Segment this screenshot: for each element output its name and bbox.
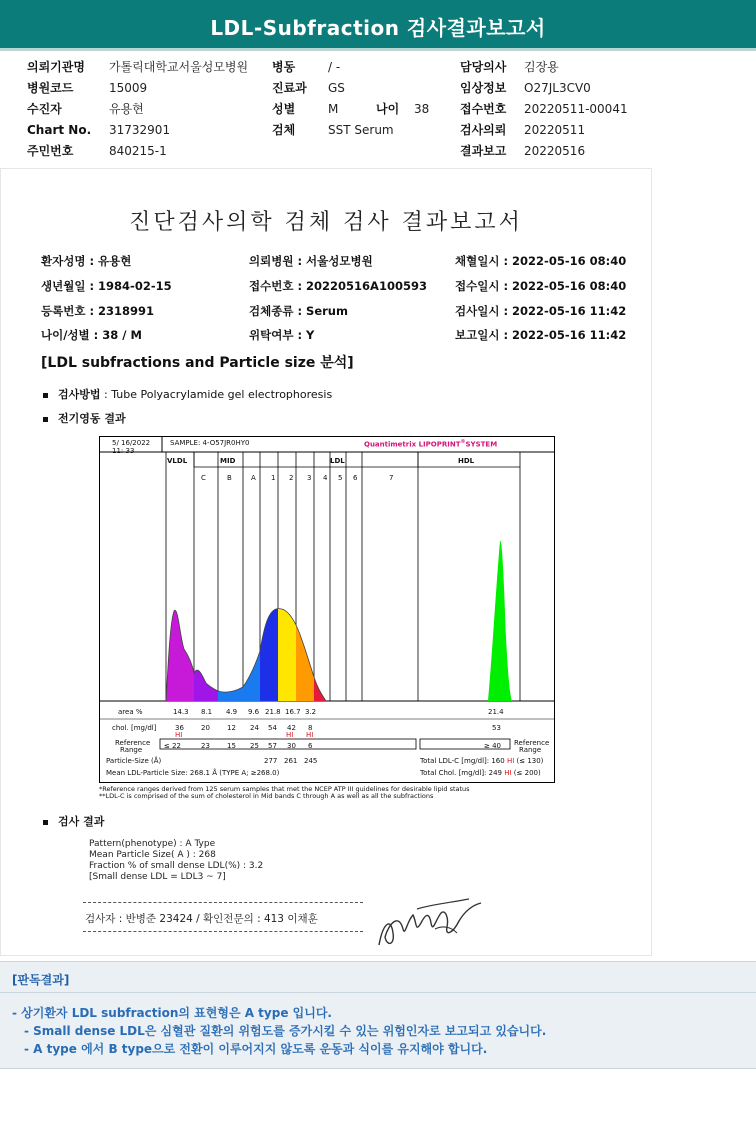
footnote-1: *Reference ranges derived from 125 serum samples that met the NCEP ATP III guidelines for desirable lipid status xyxy=(99,785,470,793)
header-row xyxy=(460,57,660,78)
result-text: [Small dense LDL = LDL3 ~ 7] xyxy=(89,872,226,882)
signature-divider xyxy=(83,902,363,903)
header-value: 15009 xyxy=(109,81,148,95)
area-value: 4.9 xyxy=(226,708,238,716)
header-row xyxy=(27,99,267,120)
header-col1 xyxy=(27,57,267,162)
result-text: Mean Particle Size( A ) : 268 xyxy=(89,850,216,860)
method-label: 검사방법 xyxy=(58,388,101,401)
ref-value: 23 xyxy=(201,742,210,750)
header-label: 진료과 xyxy=(272,81,307,95)
band-label-5: 5 xyxy=(338,474,343,482)
header-label: 검사의뢰 xyxy=(460,123,507,137)
header-row xyxy=(460,78,660,99)
header-value: / - xyxy=(328,60,341,74)
header-value: 840215-1 xyxy=(109,144,167,158)
header-label: 성별 xyxy=(272,102,296,116)
header-row xyxy=(27,57,267,78)
area-value: 21.8 xyxy=(265,708,281,716)
header-value: 김장용 xyxy=(524,60,559,74)
band-label-4: 4 xyxy=(323,474,328,482)
header-row xyxy=(272,120,462,141)
band-label-2: 2 xyxy=(289,474,294,482)
report-field: 의뢰병원 : 서울성모병원 xyxy=(249,254,373,268)
header-row xyxy=(272,57,462,78)
area-value: 9.6 xyxy=(248,708,260,716)
header-row xyxy=(27,78,267,99)
report-field: 검사일시 : 2022-05-16 11:42 xyxy=(455,304,627,318)
region-label-ldl: LDL xyxy=(330,457,345,465)
report-field: 생년월일 : 1984-02-15 xyxy=(41,279,172,293)
judgement-line: - Small dense LDL은 심혈관 질환의 위험도를 증가시킬 수 있는 위험인자로 보고되고 있습니다. xyxy=(24,1024,547,1038)
area-value: 16.7 xyxy=(285,708,301,716)
header-row xyxy=(27,120,267,141)
total-chol-limit: (≤ 200) xyxy=(513,769,541,777)
ldl3-peak xyxy=(296,625,314,701)
header-row xyxy=(460,120,660,141)
ref-hdl-value: ≥ 40 xyxy=(484,742,501,750)
area-value: 14.3 xyxy=(173,708,189,716)
footnote-2: **LDL-C is comprised of the sum of cholesterol in Mid bands C through A as well as all the subfractions xyxy=(99,792,434,800)
report-field: 접수번호 : 20220516A100593 xyxy=(249,279,427,293)
region-label-hdl: HDL xyxy=(458,457,475,465)
vldl-peak xyxy=(166,610,194,701)
header-label: 수진자 xyxy=(27,102,62,116)
section-title: [LDL subfractions and Particle size 분석] xyxy=(41,355,354,371)
mid-c-peak xyxy=(194,670,218,701)
band-label-1: 1 xyxy=(271,474,276,482)
hdl-peak xyxy=(488,541,512,701)
chol-value: 54 xyxy=(268,724,277,732)
system-name: Quantimetrix LIPOPRINT xyxy=(364,440,461,449)
chol-value: 42 xyxy=(287,724,296,732)
region-label-vldl: VLDL xyxy=(167,457,188,465)
chol-value: 20 xyxy=(201,724,210,732)
judgement-line: - A type 에서 B type으로 전환이 이루어지지 않도록 운동과 식이를 유지해야 합니다. xyxy=(24,1042,488,1056)
chol-row-label: chol. [mg/dl] xyxy=(112,724,157,732)
particle-value: 245 xyxy=(304,757,318,765)
result-text: Pattern(phenotype) : A Type xyxy=(89,839,216,849)
chart-date: 5/ 16/2022 xyxy=(112,439,151,447)
report-field: 위탁여부 : Y xyxy=(249,328,315,342)
ldl4-peak xyxy=(314,677,326,701)
result-line xyxy=(43,813,104,829)
band-label-b: B xyxy=(227,474,232,482)
area-value: 8.1 xyxy=(201,708,213,716)
chol-value: 24 xyxy=(250,724,259,732)
hi-flag: HI xyxy=(506,757,515,765)
hi-flag: HI xyxy=(504,769,512,777)
ref-row-label: Reference xyxy=(115,739,151,747)
ref-row-label-2: Range xyxy=(120,746,143,754)
chol-value: 12 xyxy=(227,724,236,732)
ref-value: 57 xyxy=(268,742,277,750)
chart-sample: SAMPLE: 4-O57JR0HY0 xyxy=(170,439,250,447)
hi-flag: HI xyxy=(175,731,183,739)
total-ldl-limit: (≤ 130) xyxy=(516,757,544,765)
particle-label: Particle-Size (Å) xyxy=(106,757,162,765)
band-label-7: 7 xyxy=(389,474,394,482)
header-value: 가톨릭대학교서울성모병원 xyxy=(109,60,249,74)
page-title: LDL-Subfraction 검사결과보고서 xyxy=(210,16,546,40)
report-field: 보고일시 : 2022-05-16 11:42 xyxy=(455,328,627,342)
chol-value: 36 xyxy=(175,724,184,732)
total-ldl xyxy=(420,757,543,765)
hi-flag: HI xyxy=(286,731,294,739)
electro-label: 전기영동 결과 xyxy=(58,412,126,425)
header-row xyxy=(272,78,462,99)
bullet-icon xyxy=(43,820,48,825)
header-row xyxy=(460,141,660,162)
particle-value: 261 xyxy=(284,757,298,765)
header-row xyxy=(460,99,660,120)
area-row-label: area % xyxy=(118,708,143,716)
result-text: Fraction % of small dense LDL(%) : 3.2 xyxy=(89,861,264,871)
electrophoresis-chart xyxy=(99,436,555,783)
particle-value: 277 xyxy=(264,757,278,765)
report-document xyxy=(0,168,652,956)
age-value: 38 xyxy=(414,102,430,116)
header-label: 병원코드 xyxy=(27,81,74,95)
header-label: 의뢰기관명 xyxy=(27,60,85,74)
region-label-mid: MID xyxy=(220,457,236,465)
bullet-icon xyxy=(43,417,48,422)
header-label: 주민번호 xyxy=(27,144,74,158)
ref-value: ≤ 22 xyxy=(164,742,181,750)
header-col3 xyxy=(460,57,660,162)
header-label: Chart No. xyxy=(27,123,92,137)
judgement-heading: [판독결과] xyxy=(12,973,70,987)
header-value: GS xyxy=(328,81,345,95)
header-row xyxy=(272,99,462,120)
method-line xyxy=(43,386,332,402)
chart-time: 11: 33 xyxy=(112,447,135,455)
ldl1-peak xyxy=(260,609,278,701)
header-col2 xyxy=(272,57,462,141)
header-value: 20220511 xyxy=(524,123,586,137)
judgement-line: - 상기환자 LDL subfraction의 표현형은 A type 입니다. xyxy=(12,1006,332,1020)
chol-value: 8 xyxy=(308,724,313,732)
header-value: 20220511-00041 xyxy=(524,102,628,116)
report-field: 채혈일시 : 2022-05-16 08:40 xyxy=(455,254,627,268)
judgement-panel xyxy=(0,961,756,1069)
ldl2-peak xyxy=(278,609,296,701)
report-field: 환자성명 : 유용현 xyxy=(41,254,132,268)
ref-row-label-right: Reference xyxy=(514,739,550,747)
chol-value: 53 xyxy=(492,724,501,732)
ref-value: 25 xyxy=(250,742,259,750)
header-label: 병동 xyxy=(272,60,296,74)
report-title: 진단검사의학 검체 검사 결과보고서 xyxy=(129,210,523,235)
signature-divider xyxy=(83,931,363,932)
header-value: 31732901 xyxy=(109,123,171,137)
band-label-c: C xyxy=(201,474,206,482)
header-value: O27JL3CV0 xyxy=(524,81,591,95)
chart-svg xyxy=(100,437,554,782)
header-label: 임상정보 xyxy=(460,81,507,95)
bullet-icon xyxy=(43,393,48,398)
chart-system xyxy=(364,439,497,448)
header-label: 접수번호 xyxy=(460,102,507,116)
header-value: M xyxy=(328,102,339,116)
report-field: 검체종류 : Serum xyxy=(249,304,348,318)
ref-value: 6 xyxy=(308,742,313,750)
handwritten-signature xyxy=(373,893,485,951)
mean-particle-size: Mean LDL-Particle Size: 268.1 Å (TYPE A; ≥268.0) xyxy=(106,769,280,777)
ref-row-label-right-2: Range xyxy=(519,746,542,754)
header-row xyxy=(27,141,267,162)
band-label-3: 3 xyxy=(307,474,312,482)
method-value: : Tube Polyacrylamide gel electrophoresis xyxy=(100,388,333,401)
title-bar xyxy=(0,0,756,51)
system-suffix: SYSTEM xyxy=(465,440,498,449)
area-value: 21.4 xyxy=(488,708,504,716)
system-mark: ® xyxy=(460,439,466,445)
ref-value: 30 xyxy=(287,742,296,750)
result-label: 검사 결과 xyxy=(58,815,105,828)
band-label-a: A xyxy=(251,474,256,482)
band-label-6: 6 xyxy=(353,474,358,482)
area-value: 3.2 xyxy=(305,708,317,716)
age-label: 나이 xyxy=(376,102,400,116)
signature-line: 검사자 : 반병준 23424 / 확인전문의 : 413 이채훈 xyxy=(85,913,318,925)
ref-value: 15 xyxy=(227,742,236,750)
total-chol-value: Total Chol. [mg/dl]: 249 xyxy=(420,769,502,777)
judgement-divider xyxy=(0,992,756,993)
electro-line xyxy=(43,410,126,426)
header-value: SST Serum xyxy=(328,123,394,137)
header-value: 유용현 xyxy=(109,102,144,116)
total-ldl-value: Total LDL-C [mg/dl]: 160 xyxy=(420,757,505,765)
header-label: 담당의사 xyxy=(460,60,507,74)
report-field: 등록번호 : 2318991 xyxy=(41,304,155,318)
hi-flag: HI xyxy=(306,731,314,739)
report-field: 나이/성별 : 38 / M xyxy=(41,328,142,342)
total-chol xyxy=(420,769,541,777)
header-label: 결과보고 xyxy=(460,144,507,158)
header-label: 검체 xyxy=(272,123,296,137)
header-value: 20220516 xyxy=(524,144,586,158)
report-field: 접수일시 : 2022-05-16 08:40 xyxy=(455,279,627,293)
